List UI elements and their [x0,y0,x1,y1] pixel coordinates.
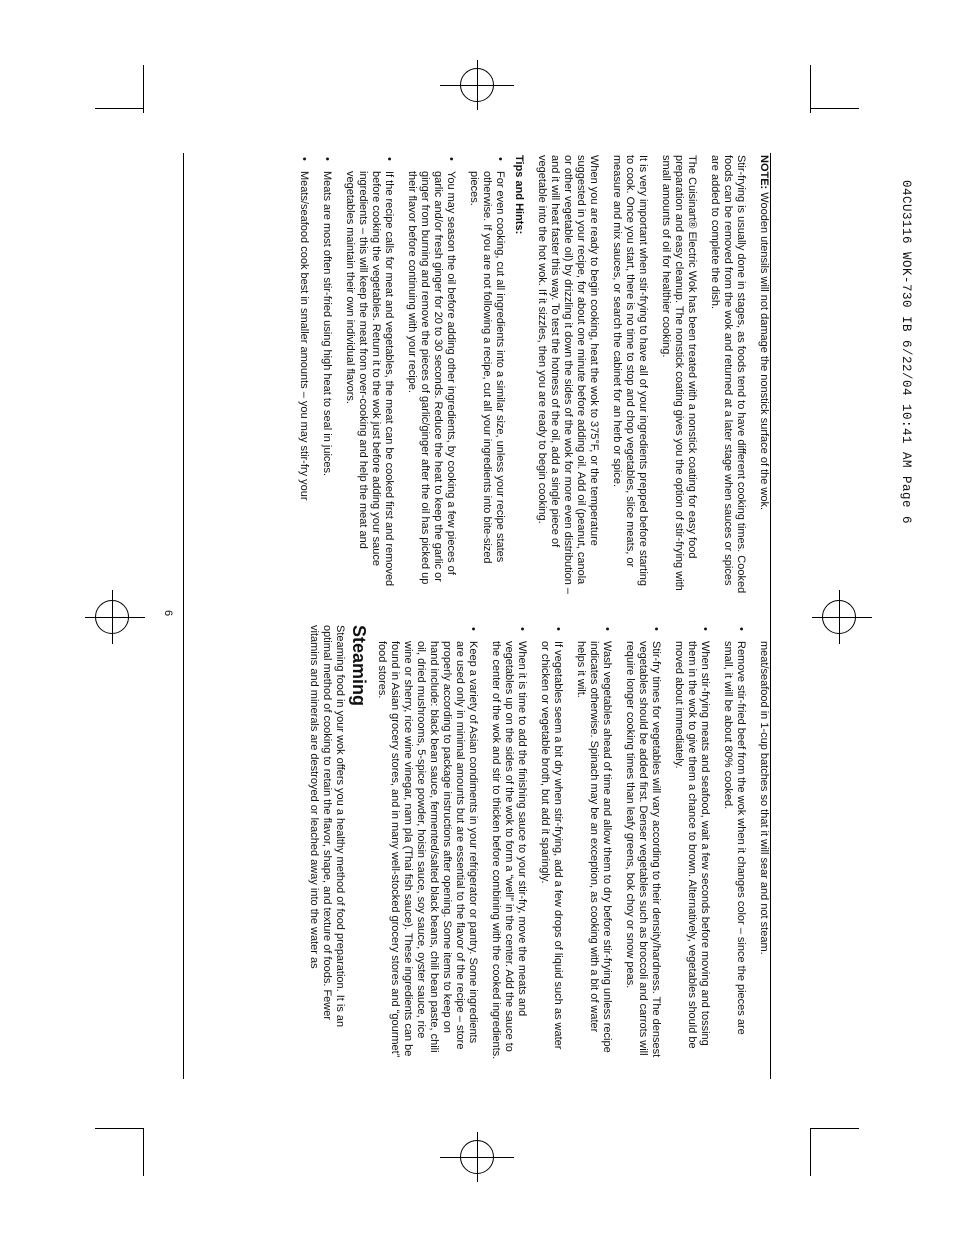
steaming-heading: Steaming [349,625,369,707]
crop-mark [143,65,144,113]
crop-mark [95,108,143,109]
list-item: • For even cooking, cut all ingredients into a similar size, unless your recipe states otherwise. If you are not following a recipe, cut all your ingredients into bite-sized pieces. [467,171,506,595]
list-item: • Wash vegetables ahead of time and allow them to dry before stir-frying unless recipe indicates otherwise. Spinach may be an exception, as cooking with a bit of water helps it wilt. [574,641,613,1060]
note-text: Wooden utensils will not damage the nonstick surface of the wok. [758,189,770,511]
crop-mark [95,1128,143,1129]
tips-list [297,155,506,595]
column-left [287,155,770,595]
continued-text: meat/seafood in 1-cup batches so that it will sear and not steam. [758,641,770,955]
tips-heading: Tips and Hints: [513,155,525,235]
crop-mark [811,108,859,109]
list-item: • When stir-frying meats and seafood, wait a few seconds before moving and tossing them in the wok to give them a chance to brown. Alternatively, vegetables should be moved about immediately. [672,641,711,1060]
left-rule [183,153,184,1079]
list-item: • Meats/seafood cook best in smaller amounts – you may stir-fry your [297,171,310,595]
list-item: • Stir-fry times for vegetables will vary according to their density/hardness. The densest vegetables should be added first. Denser vegetables such as broccoli and carrots will require longer cooking times than leafy greens, bok choy or snow peas. [623,641,662,1060]
list-item: • If vegetables seem a bit dry when stir-frying, add a few drops of liquid such as water or chicken or vegetable broth, but add it sparingly. [538,641,564,1060]
paragraph: The Cuisinart® Electric Wok has been treated with a nonstick coating for easy food preparation and easy cleanup. The nonstick coating gives you the option of stir-frying with small amounts of oil for healthier cooking. [660,155,698,591]
print-slug [895,180,913,760]
crop-mark [143,1128,144,1176]
page-number: 6 [162,610,174,617]
slug-text: 04CU3116 WOK-730 IB 6/22/04 10:41 AM Page 6 [899,180,913,525]
crop-mark [811,1128,859,1129]
list-item: • If the recipe calls for meat and vegetables, the meat can be cooked first and removed before cooking the vegetables. Return it to the wok just before adding your sauce ingredients – this will keep the meat from over-cooking and help the meat and vegetables maintain their own individual flavors. [343,171,395,595]
tips-list-continued [375,625,747,1060]
note-label: NOTE: [758,155,770,190]
right-rule [770,153,771,1079]
list-item: • When it is time to add the finishing sauce to your stir-fry, move the meats and vegetables up on the sides of the wok to form a “well” in the center. Add the sauce to the center of the wok and stir to thicken before combining with the cooked ingredients. [489,641,528,1060]
page-content [200,155,770,1060]
crop-mark [810,1128,811,1176]
list-item: • Keep a variety of Asian condiments in your refrigerator or pantry. Some ingredients are used only in minimal amounts but are essential to the flavor of the recipe – store properly according to package instructions after opening. Some items to keep on hand include: black bean sauce, fermented/salted black beans, chili bean paste, chili oil, dried mushrooms, 5-spice powder, hoisin sauce, soy sauce, oyster sauce, rice wine or sherry, rice wine vinegar, nam pla (Thai fish sauce). These ingredients can be found in Asian grocery stores, and in many well-stocked grocery stores and “gourmet” food stores. [375,641,479,1060]
paragraph: It is very important when stir-frying to have all of your ingredients prepped before starting to cook. Once you start, there is no time to stop and chop vegetables, slice meats, or measure and mix sauces, or search the cabinet for an herb or spice. [611,155,649,587]
list-item: • Meats are most often stir-fried using high heat to seal in juices. [320,171,333,595]
list-item: • Remove stir-fried beef from the wok when it changes color – since the pieces are small, it will be about 80% cooked. [721,641,747,1060]
steaming-paragraph: Steaming food in your wok offers you a healthy method of food preparation. It is an optimal method of cooking to retain the flavor, shape, and texture of foods. Fewer vitamins and minerals are destroyed or leached away into the water as [308,625,346,1028]
note-paragraph [757,155,770,595]
paragraph: When you are ready to begin cooking, heat the wok to 375°F, or the temperature suggested in your recipe, for about one minute before adding oil. Add oil (peanut, canola or other vegetable oil) by drizzling it down the sides of the wok for more even distribution – and it will heat faster this way. To test the hotness of the oil, add a single piece of vegetable into the hot wok. If it sizzles, then you are ready to begin cooking. [536,155,600,595]
column-right [297,625,770,1060]
paragraph: Stir-frying is usually done in stages, as foods tend to have different cooking times. Cooked foods can be removed from the wok and returned at a later stage when sauces or spices are added to complete the dish. [709,155,747,594]
list-item: • You may season the oil before adding other ingredients, by cooking a few pieces of garlic and/or fresh ginger for 20 to 30 seconds. Reduce the heat to keep the garlic or ginger from burning and remove the pieces of garlic/ginger after the oil has picked up their flavor before continuing with your recipe. [405,171,457,595]
crop-mark [810,65,811,113]
